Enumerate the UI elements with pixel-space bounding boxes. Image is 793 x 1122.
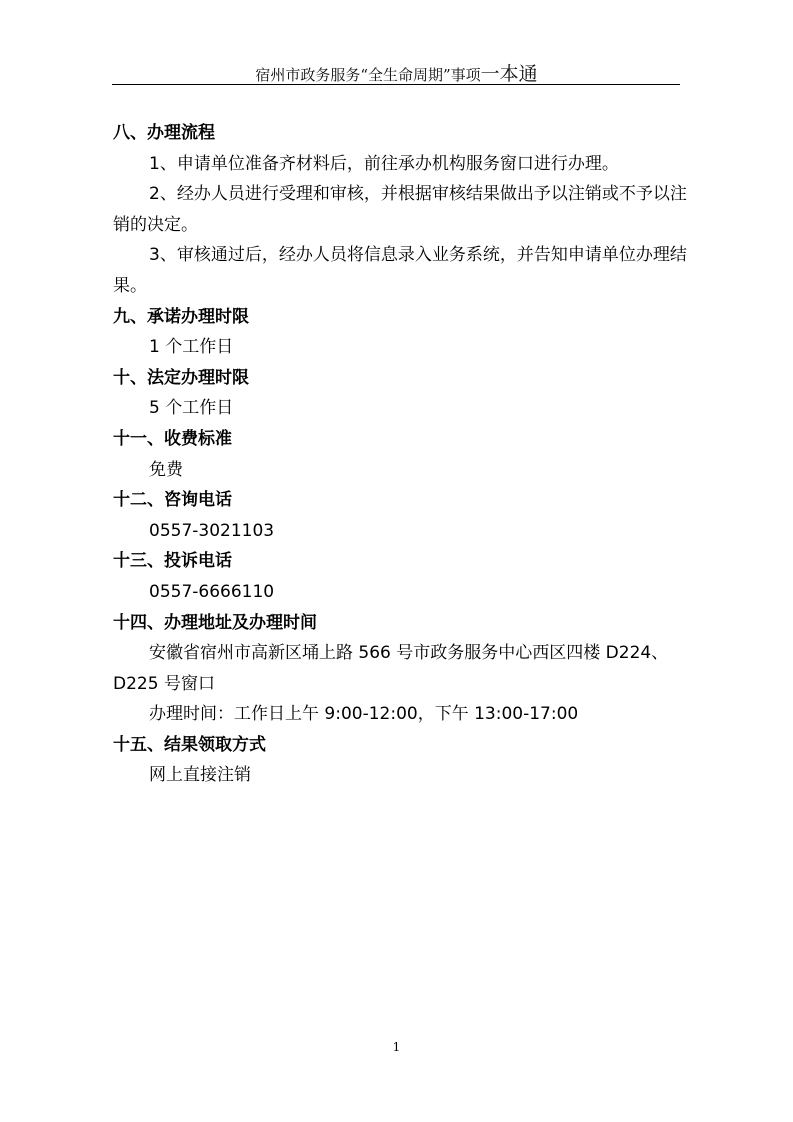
section-heading-complaint-phone: 十三、投诉电话 bbox=[113, 551, 232, 572]
header-title: 宿州市政务服务“全生命周期”事项 bbox=[255, 66, 481, 84]
process-step-3: 3、审核通过后，经办人员将信息录入业务系统，并告知申请单位办理结果。 bbox=[113, 245, 687, 296]
section-heading-address-hours: 十四、办理地址及办理时间 bbox=[113, 612, 317, 633]
complaint-phone-value: 0557-6666110 bbox=[149, 581, 275, 602]
fees-value: 免费 bbox=[149, 459, 183, 480]
section-heading-result-method: 十五、结果领取方式 bbox=[113, 734, 266, 755]
document-body bbox=[113, 118, 693, 791]
inquiry-phone-value: 0557-3021103 bbox=[149, 520, 275, 541]
section-heading-fees: 十一、收费标准 bbox=[113, 428, 232, 449]
section-heading-process: 八、办理流程 bbox=[113, 123, 215, 143]
header-title-tail: 一本通 bbox=[480, 63, 538, 85]
promised-time-value: 1 个工作日 bbox=[149, 337, 234, 358]
section-heading-inquiry-phone: 十二、咨询电话 bbox=[113, 490, 232, 511]
legal-time-value: 5 个工作日 bbox=[149, 398, 234, 419]
page-header bbox=[0, 59, 793, 86]
section-heading-promised-time: 九、承诺办理时限 bbox=[113, 306, 249, 327]
page-number: 1 bbox=[392, 1040, 401, 1054]
process-step-2: 2、经办人员进行受理和审核，并根据审核结果做出予以注销或不予以注销的决定。 bbox=[113, 184, 687, 235]
section-heading-legal-time: 十、法定办理时限 bbox=[113, 367, 249, 388]
office-hours: 办理时间：工作日上午 9:00-12:00，下午 13:00-17:00 bbox=[149, 704, 579, 725]
process-step-1: 1、申请单位准备齐材料后，前往承办机构服务窗口进行办理。 bbox=[149, 153, 619, 174]
header-rule bbox=[112, 84, 680, 85]
office-address: 安徽省宿州市高新区埇上路 566 号市政务服务中心西区四楼 D224、D225 号窗口 bbox=[113, 643, 669, 694]
result-method-value: 网上直接注销 bbox=[149, 765, 251, 786]
